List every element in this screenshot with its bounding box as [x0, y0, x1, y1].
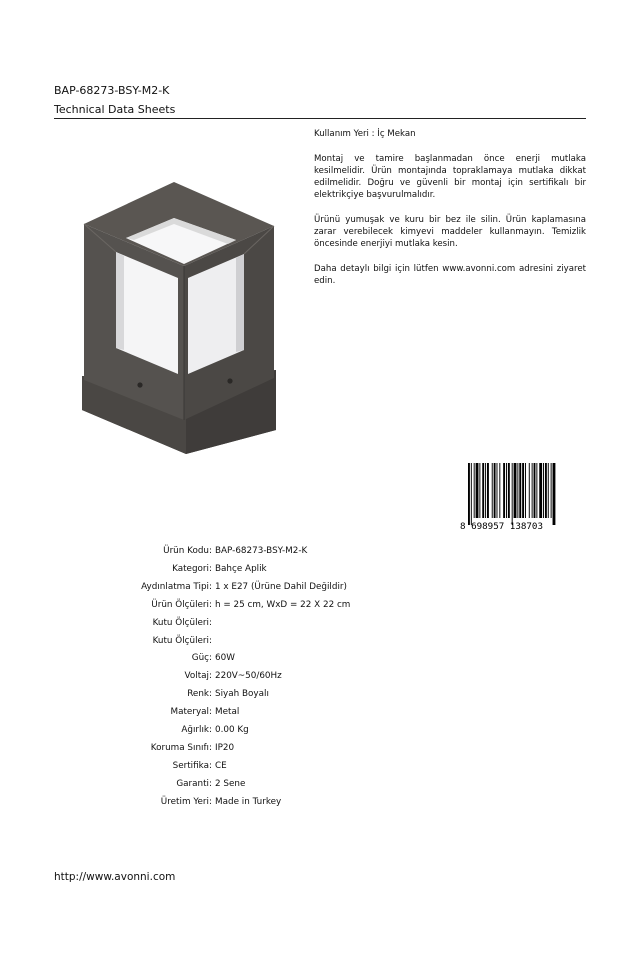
spec-value: Bahçe Aplik: [215, 563, 267, 574]
barcode-bar: [476, 463, 479, 518]
barcode-bar: [543, 463, 544, 518]
spec-label: Garanti: [176, 778, 209, 789]
barcode-bar: [468, 463, 470, 525]
barcode: [458, 463, 586, 531]
spec-separator: :: [209, 546, 212, 556]
footer-url: http://www.avonni.com: [54, 871, 176, 883]
barcode-bar: [497, 463, 498, 518]
barcode-bar: [474, 463, 475, 518]
barcode-bar: [545, 463, 547, 518]
header-divider: [54, 118, 586, 119]
spec-separator: :: [209, 796, 212, 807]
barcode-bar: [499, 463, 500, 518]
barcode-digits: 8 698957 138703: [460, 521, 543, 531]
barcode-bar: [508, 463, 510, 518]
spec-label: Ürün Ölçüleri: [151, 599, 209, 610]
spec-value: Made in Turkey: [215, 796, 282, 807]
spec-separator: :: [209, 599, 212, 610]
barcode-bar: [471, 463, 472, 525]
spec-row: [0, 633, 640, 650]
spec-separator: :: [209, 707, 212, 718]
website-note: Daha detaylı bilgi için lütfen www.avonni.com adresini ziyaret edin.: [314, 264, 586, 286]
spec-row: [0, 776, 640, 793]
spec-value: IP20: [215, 742, 235, 753]
spec-value: BAP-68273-BSY-M2-K: [215, 546, 308, 556]
spec-row: [0, 794, 640, 811]
document-subtitle: Technical Data Sheets: [54, 103, 176, 116]
spec-row: [0, 758, 640, 775]
usage-location: Kullanım Yeri : İç Mekan: [314, 129, 416, 139]
spec-row: [0, 650, 640, 667]
spec-separator: :: [209, 725, 212, 735]
spec-value: Metal: [215, 707, 240, 718]
spec-label: Güç: [191, 653, 209, 664]
spec-label: Voltaj: [184, 671, 209, 682]
barcode-bar: [482, 463, 484, 518]
spec-label: Kutu Ölçüleri: [152, 617, 209, 628]
spec-row: [0, 615, 640, 632]
spec-row: [0, 597, 640, 614]
spec-separator: :: [209, 635, 212, 646]
barcode-bar: [522, 463, 524, 518]
spec-label: Aydınlatma Tipi: [141, 581, 209, 592]
spec-label: Koruma Sınıfı: [150, 742, 209, 753]
barcode-bar: [551, 463, 552, 518]
barcode-bar: [532, 463, 533, 518]
spec-row: [0, 579, 640, 596]
barcode-bar: [536, 463, 537, 518]
barcode-bar: [529, 463, 530, 518]
spec-row: [0, 561, 640, 578]
barcode-bar: [503, 463, 505, 518]
spec-row: [0, 543, 640, 560]
document-header: [54, 84, 586, 117]
barcode-bar: [487, 463, 489, 518]
spec-value: h = 25 cm, WxD = 22 X 22 cm: [215, 599, 351, 610]
spec-label: Ürün Kodu: [163, 546, 209, 556]
spec-label: Kutu Ölçüleri: [152, 635, 209, 646]
spec-value: 220V~50/60Hz: [215, 671, 282, 682]
spec-row: [0, 722, 640, 739]
barcode-bar: [506, 463, 507, 518]
barcode-bar: [539, 463, 542, 518]
spec-row: [0, 686, 640, 703]
barcode-bar: [494, 463, 496, 518]
barcode-bar: [479, 463, 480, 518]
cleaning-instructions: Ürünü yumuşak ve kuru bir bez ile silin. Ürün kaplamasına zarar verebilecek kimyevi maddeler kullanmayın. Temizlik öncesinde enerjiyi mutlaka kesin.: [314, 215, 586, 249]
spec-value: 2 Sene: [215, 778, 246, 789]
spec-separator: :: [209, 760, 212, 771]
installation-warning: Montaj ve tamire başlanmadan önce enerji mutlaka kesilmelidir. Ürün montajında topraklamaya mutlaka dikkat edilmelidir. Doğru ve güvenli bir montaj için sertifikalı bir elektrikçiye başvurulmalıdır.: [314, 154, 586, 200]
barcode-bar: [534, 463, 536, 518]
spec-label: Ağırlık: [181, 725, 209, 735]
spec-label: Sertifika: [172, 760, 209, 771]
spec-separator: :: [209, 563, 212, 574]
spec-row: [0, 740, 640, 757]
spec-row: [0, 704, 640, 721]
spec-value: 1 x E27 (Ürüne Dahil Değildir): [215, 581, 347, 592]
barcode-bar: [512, 463, 513, 525]
product-code-title: BAP-68273-BSY-M2-K: [54, 84, 170, 97]
spec-value: Siyah Boyalı: [215, 689, 269, 700]
barcode-bar: [525, 463, 526, 518]
spec-row: [0, 668, 640, 685]
spec-value: CE: [215, 760, 227, 771]
barcode-bar: [517, 463, 518, 518]
barcode-bar: [519, 463, 521, 518]
spec-label: Renk: [187, 689, 209, 700]
info-text-block: [314, 128, 586, 300]
spec-label: Materyal: [170, 707, 209, 718]
spec-separator: :: [209, 742, 212, 753]
spec-separator: :: [209, 581, 212, 592]
barcode-bar: [514, 463, 517, 518]
spec-separator: :: [209, 617, 212, 628]
spec-label: Üretim Yeri: [160, 796, 209, 807]
barcode-bar: [548, 463, 549, 518]
spec-separator: :: [209, 671, 212, 682]
barcode-bar: [553, 463, 556, 525]
barcode-bars: [458, 463, 586, 531]
spec-value: 60W: [215, 653, 235, 664]
spec-separator: :: [209, 689, 212, 700]
barcode-bar: [485, 463, 486, 518]
spec-label: Kategori: [172, 563, 209, 574]
spec-value: 0.00 Kg: [215, 725, 249, 735]
spec-separator: :: [209, 653, 212, 664]
barcode-bar: [492, 463, 493, 518]
spec-separator: :: [209, 778, 212, 789]
product-image: [78, 180, 284, 458]
